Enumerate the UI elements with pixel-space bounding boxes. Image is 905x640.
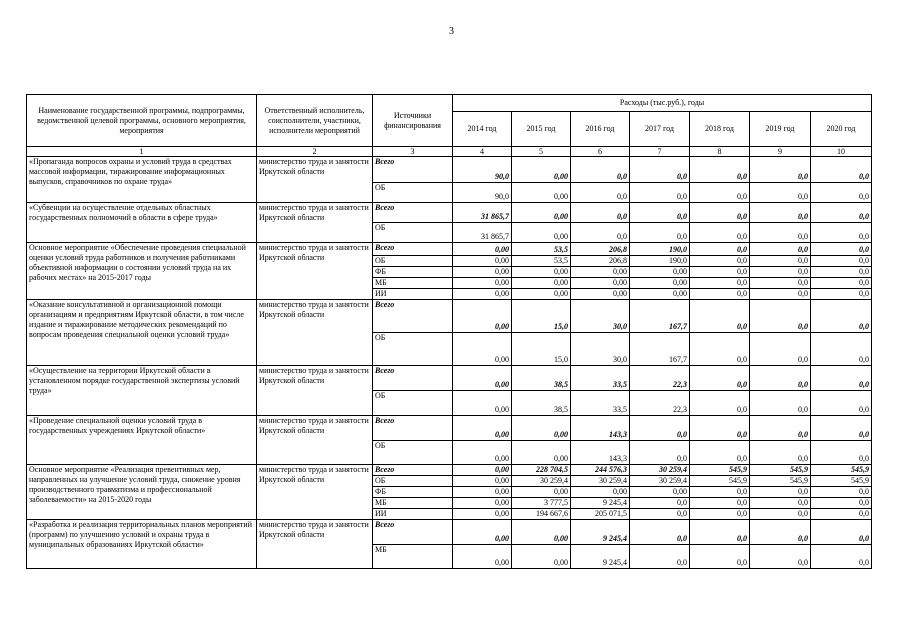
expense-value: 0,00 bbox=[453, 391, 512, 416]
activity-name: «Проведение специальной оценки условий труда в государственных учреждениях Иркутской области» bbox=[27, 416, 257, 465]
expense-value: 0,0 bbox=[690, 487, 750, 498]
expense-value: 0,0 bbox=[750, 256, 811, 267]
expense-value: 0,0 bbox=[750, 157, 811, 183]
expense-value: 0,0 bbox=[690, 366, 750, 391]
expense-value: 0,0 bbox=[630, 203, 690, 223]
expense-value: 545,9 bbox=[750, 465, 811, 476]
expense-value: 0,0 bbox=[811, 243, 872, 256]
table-row bbox=[27, 300, 872, 333]
expense-value: 0,0 bbox=[750, 267, 811, 278]
expense-value: 0,00 bbox=[453, 487, 512, 498]
funding-source: ОБ bbox=[373, 476, 453, 487]
expense-value: 194 667,6 bbox=[512, 509, 571, 520]
header-year: 2014 год bbox=[453, 112, 512, 147]
expense-value: 0,0 bbox=[690, 520, 750, 545]
column-number: 7 bbox=[630, 147, 690, 157]
expense-value: 0,00 bbox=[453, 498, 512, 509]
expense-value: 0,00 bbox=[571, 267, 630, 278]
expense-value: 0,00 bbox=[630, 487, 690, 498]
expense-value: 0,0 bbox=[690, 223, 750, 243]
activity-executor: министерство труда и занятости Иркутской области bbox=[257, 243, 373, 300]
expense-value: 206,8 bbox=[571, 243, 630, 256]
expense-value: 0,0 bbox=[630, 183, 690, 203]
expense-value: 0,0 bbox=[750, 333, 811, 366]
expense-value: 0,00 bbox=[571, 289, 630, 300]
expense-value: 33,5 bbox=[571, 366, 630, 391]
funding-source: Всего bbox=[373, 203, 453, 223]
expense-value: 0,00 bbox=[453, 416, 512, 441]
expense-value: 38,5 bbox=[512, 366, 571, 391]
expense-value: 0,0 bbox=[690, 203, 750, 223]
expense-value: 38,5 bbox=[512, 391, 571, 416]
expense-value: 0,0 bbox=[811, 498, 872, 509]
expense-value: 22,3 bbox=[630, 391, 690, 416]
column-number: 2 bbox=[257, 147, 373, 157]
expense-value: 0,0 bbox=[750, 203, 811, 223]
expense-value: 0,00 bbox=[453, 509, 512, 520]
expense-value: 15,0 bbox=[512, 333, 571, 366]
expense-value: 0,0 bbox=[811, 416, 872, 441]
expense-value: 0,0 bbox=[690, 333, 750, 366]
column-number: 1 bbox=[27, 147, 257, 157]
funding-source: ОБ bbox=[373, 333, 453, 366]
expense-value: 0,0 bbox=[690, 183, 750, 203]
funding-source: Всего bbox=[373, 157, 453, 183]
expense-value: 0,00 bbox=[453, 267, 512, 278]
expense-value: 167,7 bbox=[630, 333, 690, 366]
expense-value: 0,0 bbox=[811, 366, 872, 391]
funding-source: Всего bbox=[373, 416, 453, 441]
expense-value: 0,0 bbox=[811, 183, 872, 203]
expense-value: 0,0 bbox=[811, 223, 872, 243]
header-year: 2016 год bbox=[571, 112, 630, 147]
expense-value: 0,0 bbox=[750, 441, 811, 465]
expense-value: 143,3 bbox=[571, 441, 630, 465]
expense-value: 0,0 bbox=[571, 183, 630, 203]
funding-source: ИИ bbox=[373, 289, 453, 300]
activity-executor: министерство труда и занятости Иркутской области bbox=[257, 157, 373, 203]
activity-name: Основное мероприятие «Реализация превентивных мер, направленных на улучшение условий труда, снижение уровня производственного травматизма и профессиональной заболеваемости» на 2015-2020 годы bbox=[27, 465, 257, 520]
funding-source: ОБ bbox=[373, 183, 453, 203]
expense-value: 0,00 bbox=[453, 545, 512, 569]
expense-value: 0,0 bbox=[811, 441, 872, 465]
expense-value: 0,0 bbox=[750, 243, 811, 256]
expense-value: 0,00 bbox=[453, 366, 512, 391]
expense-value: 0,00 bbox=[453, 278, 512, 289]
expense-value: 0,0 bbox=[690, 267, 750, 278]
expense-value: 0,0 bbox=[690, 441, 750, 465]
funding-source: Всего bbox=[373, 520, 453, 545]
expense-value: 30 259,4 bbox=[571, 476, 630, 487]
expense-value: 0,00 bbox=[512, 545, 571, 569]
expense-value: 30 259,4 bbox=[512, 476, 571, 487]
expense-value: 15,0 bbox=[512, 300, 571, 333]
column-number: 10 bbox=[811, 147, 872, 157]
expense-value: 0,0 bbox=[690, 289, 750, 300]
expense-value: 190,0 bbox=[630, 256, 690, 267]
expense-value: 0,0 bbox=[690, 545, 750, 569]
expense-value: 0,00 bbox=[512, 183, 571, 203]
expense-value: 0,00 bbox=[453, 256, 512, 267]
expense-value: 0,00 bbox=[571, 278, 630, 289]
expense-value: 0,0 bbox=[630, 223, 690, 243]
expense-value: 0,0 bbox=[811, 278, 872, 289]
expense-value: 143,3 bbox=[571, 416, 630, 441]
expense-value: 228 704,5 bbox=[512, 465, 571, 476]
expense-value: 0,0 bbox=[690, 256, 750, 267]
expense-value: 0,0 bbox=[750, 520, 811, 545]
funding-source: Всего bbox=[373, 465, 453, 476]
expense-value: 545,9 bbox=[690, 465, 750, 476]
expense-value: 31 865,7 bbox=[453, 203, 512, 223]
expense-value: 31 865,7 bbox=[453, 223, 512, 243]
expense-value: 53,5 bbox=[512, 256, 571, 267]
table-row bbox=[27, 366, 872, 391]
expense-value: 0,00 bbox=[571, 487, 630, 498]
funding-source: ФБ bbox=[373, 267, 453, 278]
expense-value: 9 245,4 bbox=[571, 498, 630, 509]
expense-value: 0,00 bbox=[453, 243, 512, 256]
expense-value: 0,0 bbox=[690, 391, 750, 416]
expense-value: 33,5 bbox=[571, 391, 630, 416]
expense-value: 0,0 bbox=[630, 416, 690, 441]
expense-value: 0,0 bbox=[811, 267, 872, 278]
funding-source: Всего bbox=[373, 300, 453, 333]
expense-value: 205 071,5 bbox=[571, 509, 630, 520]
expense-value: 22,3 bbox=[630, 366, 690, 391]
table-row bbox=[27, 416, 872, 441]
funding-source: Всего bbox=[373, 243, 453, 256]
header-executor: Ответственный исполнитель, соисполнители, участники, исполнители мероприятий bbox=[257, 95, 373, 147]
expense-value: 0,0 bbox=[630, 545, 690, 569]
funding-source: МБ bbox=[373, 545, 453, 569]
expense-value: 0,00 bbox=[453, 441, 512, 465]
expense-value: 0,0 bbox=[750, 391, 811, 416]
activity-name: Основное мероприятие «Обеспечение проведения специальной оценки условий труда работников и получения работниками объективной информации о состоянии условий труда на их рабочих местах» на 2015-2017 годы bbox=[27, 243, 257, 300]
header-year: 2017 год bbox=[630, 112, 690, 147]
funding-source: ОБ bbox=[373, 391, 453, 416]
expense-value: 3 777,5 bbox=[512, 498, 571, 509]
expense-value: 0,0 bbox=[630, 441, 690, 465]
expense-value: 0,0 bbox=[690, 498, 750, 509]
funding-source: МБ bbox=[373, 278, 453, 289]
expense-value: 190,0 bbox=[630, 243, 690, 256]
expense-value: 0,0 bbox=[750, 183, 811, 203]
expense-value: 0,0 bbox=[630, 157, 690, 183]
expense-value: 0,00 bbox=[453, 300, 512, 333]
funding-source: ОБ bbox=[373, 223, 453, 243]
header-year: 2019 год bbox=[750, 112, 811, 147]
activity-name: «Осуществление на территории Иркутской области в установленном порядке государственной экспертизы условий труда» bbox=[27, 366, 257, 416]
expense-value: 30 259,4 bbox=[630, 465, 690, 476]
activity-name: «Оказание консультативной и организационной помощи организациям и предприятиям Иркутской области, в том числе издание и тиражирование методических рекомендаций по вопросам проведения специальной оценки условий труда» bbox=[27, 300, 257, 366]
expense-value: 0,00 bbox=[512, 416, 571, 441]
expense-value: 0,00 bbox=[512, 267, 571, 278]
activity-executor: министерство труда и занятости Иркутской области bbox=[257, 300, 373, 366]
expense-value: 0,00 bbox=[453, 520, 512, 545]
expense-value: 0,0 bbox=[811, 157, 872, 183]
expense-value: 30,0 bbox=[571, 333, 630, 366]
table-row bbox=[27, 243, 872, 256]
expense-value: 0,0 bbox=[690, 300, 750, 333]
expense-value: 0,0 bbox=[750, 509, 811, 520]
expense-value: 0,0 bbox=[811, 203, 872, 223]
expense-value: 0,0 bbox=[750, 300, 811, 333]
column-number: 5 bbox=[512, 147, 571, 157]
activity-executor: министерство труда и занятости Иркутской области bbox=[257, 203, 373, 243]
expense-value: 0,0 bbox=[571, 157, 630, 183]
expense-value: 545,9 bbox=[811, 476, 872, 487]
table-row bbox=[27, 520, 872, 545]
header-year: 2015 год bbox=[512, 112, 571, 147]
header-name: Наименование государственной программы, подпрограммы, ведомственной целевой программы, основного мероприятия, мероприятия bbox=[27, 95, 257, 147]
column-number: 3 bbox=[373, 147, 453, 157]
page-number: 3 bbox=[449, 26, 454, 37]
funding-source: ОБ bbox=[373, 256, 453, 267]
funding-source: ОБ bbox=[373, 441, 453, 465]
expense-value: 0,0 bbox=[750, 289, 811, 300]
expense-value: 206,8 bbox=[571, 256, 630, 267]
expense-value: 167,7 bbox=[630, 300, 690, 333]
expense-value: 90,0 bbox=[453, 157, 512, 183]
header-expenses: Расходы (тыс.руб.), годы bbox=[453, 95, 872, 112]
expense-value: 0,00 bbox=[512, 289, 571, 300]
expense-value: 0,0 bbox=[811, 333, 872, 366]
expense-value: 0,0 bbox=[571, 203, 630, 223]
table-row bbox=[27, 203, 872, 223]
expense-value: 0,00 bbox=[512, 520, 571, 545]
header-source: Источники финансирования bbox=[373, 95, 453, 147]
expense-value: 0,0 bbox=[750, 278, 811, 289]
activity-name: «Разработка и реализация территориальных планов мероприятий (программ) по улучшению условий и охраны труда в муниципальных образованиях Иркутской области» bbox=[27, 520, 257, 569]
expense-value: 0,00 bbox=[453, 465, 512, 476]
header-year: 2020 год bbox=[811, 112, 872, 147]
column-number: 8 bbox=[690, 147, 750, 157]
expense-value: 0,0 bbox=[811, 391, 872, 416]
expense-value: 0,0 bbox=[750, 416, 811, 441]
activity-executor: министерство труда и занятости Иркутской области bbox=[257, 465, 373, 520]
expense-value: 53,5 bbox=[512, 243, 571, 256]
expense-value: 0,0 bbox=[690, 278, 750, 289]
column-number: 4 bbox=[453, 147, 512, 157]
expense-value: 0,00 bbox=[453, 476, 512, 487]
expense-value: 545,9 bbox=[811, 465, 872, 476]
expense-value: 0,0 bbox=[811, 256, 872, 267]
expense-value: 0,0 bbox=[750, 498, 811, 509]
table-row bbox=[27, 157, 872, 183]
funding-source: ИИ bbox=[373, 509, 453, 520]
expense-value: 0,00 bbox=[512, 223, 571, 243]
budget-table bbox=[26, 94, 872, 569]
expense-value: 0,0 bbox=[571, 223, 630, 243]
activity-executor: министерство труда и занятости Иркутской области bbox=[257, 520, 373, 569]
expense-value: 0,00 bbox=[453, 333, 512, 366]
expense-value: 0,0 bbox=[750, 487, 811, 498]
expense-value: 0,00 bbox=[453, 289, 512, 300]
expense-value: 244 576,3 bbox=[571, 465, 630, 476]
expense-value: 0,0 bbox=[811, 487, 872, 498]
expense-value: 0,0 bbox=[750, 545, 811, 569]
activity-executor: министерство труда и занятости Иркутской области bbox=[257, 416, 373, 465]
expense-value: 0,0 bbox=[690, 416, 750, 441]
expense-value: 0,00 bbox=[512, 278, 571, 289]
expense-value: 30 259,4 bbox=[630, 476, 690, 487]
expense-value: 0,0 bbox=[811, 300, 872, 333]
column-numbers-row bbox=[27, 147, 872, 157]
expense-value: 0,00 bbox=[630, 289, 690, 300]
expense-value: 0,0 bbox=[630, 509, 690, 520]
funding-source: МБ bbox=[373, 498, 453, 509]
expense-value: 0,00 bbox=[512, 203, 571, 223]
expense-value: 9 245,4 bbox=[571, 545, 630, 569]
column-number: 6 bbox=[571, 147, 630, 157]
expense-value: 0,0 bbox=[811, 289, 872, 300]
expense-value: 0,0 bbox=[750, 223, 811, 243]
expense-value: 0,0 bbox=[811, 509, 872, 520]
expense-value: 0,00 bbox=[512, 487, 571, 498]
expense-value: 0,0 bbox=[811, 520, 872, 545]
expense-value: 90,0 bbox=[453, 183, 512, 203]
expense-value: 545,9 bbox=[690, 476, 750, 487]
expense-value: 9 245,4 bbox=[571, 520, 630, 545]
expense-value: 0,0 bbox=[630, 498, 690, 509]
table-row bbox=[27, 465, 872, 476]
funding-source: ФБ bbox=[373, 487, 453, 498]
expense-value: 0,00 bbox=[512, 157, 571, 183]
funding-source: Всего bbox=[373, 366, 453, 391]
expense-value: 545,9 bbox=[750, 476, 811, 487]
expense-value: 0,00 bbox=[512, 441, 571, 465]
expense-value: 0,00 bbox=[630, 278, 690, 289]
expense-value: 0,0 bbox=[750, 366, 811, 391]
budget-table-body bbox=[27, 157, 872, 569]
expense-value: 30,0 bbox=[571, 300, 630, 333]
expense-value: 0,0 bbox=[811, 545, 872, 569]
column-number: 9 bbox=[750, 147, 811, 157]
activity-name: «Пропаганда вопросов охраны и условий труда в средствах массовой информации, тиражирование информационных выпусков, справочников по охране труда» bbox=[27, 157, 257, 203]
expense-value: 0,0 bbox=[630, 520, 690, 545]
expense-value: 0,0 bbox=[690, 509, 750, 520]
activity-executor: министерство труда и занятости Иркутской области bbox=[257, 366, 373, 416]
expense-value: 0,00 bbox=[630, 267, 690, 278]
activity-name: «Субвенции на осуществление отдельных областных государственных полномочий в области в сфере труда» bbox=[27, 203, 257, 243]
expense-value: 0,0 bbox=[690, 243, 750, 256]
expense-value: 0,0 bbox=[690, 157, 750, 183]
header-year: 2018 год bbox=[690, 112, 750, 147]
